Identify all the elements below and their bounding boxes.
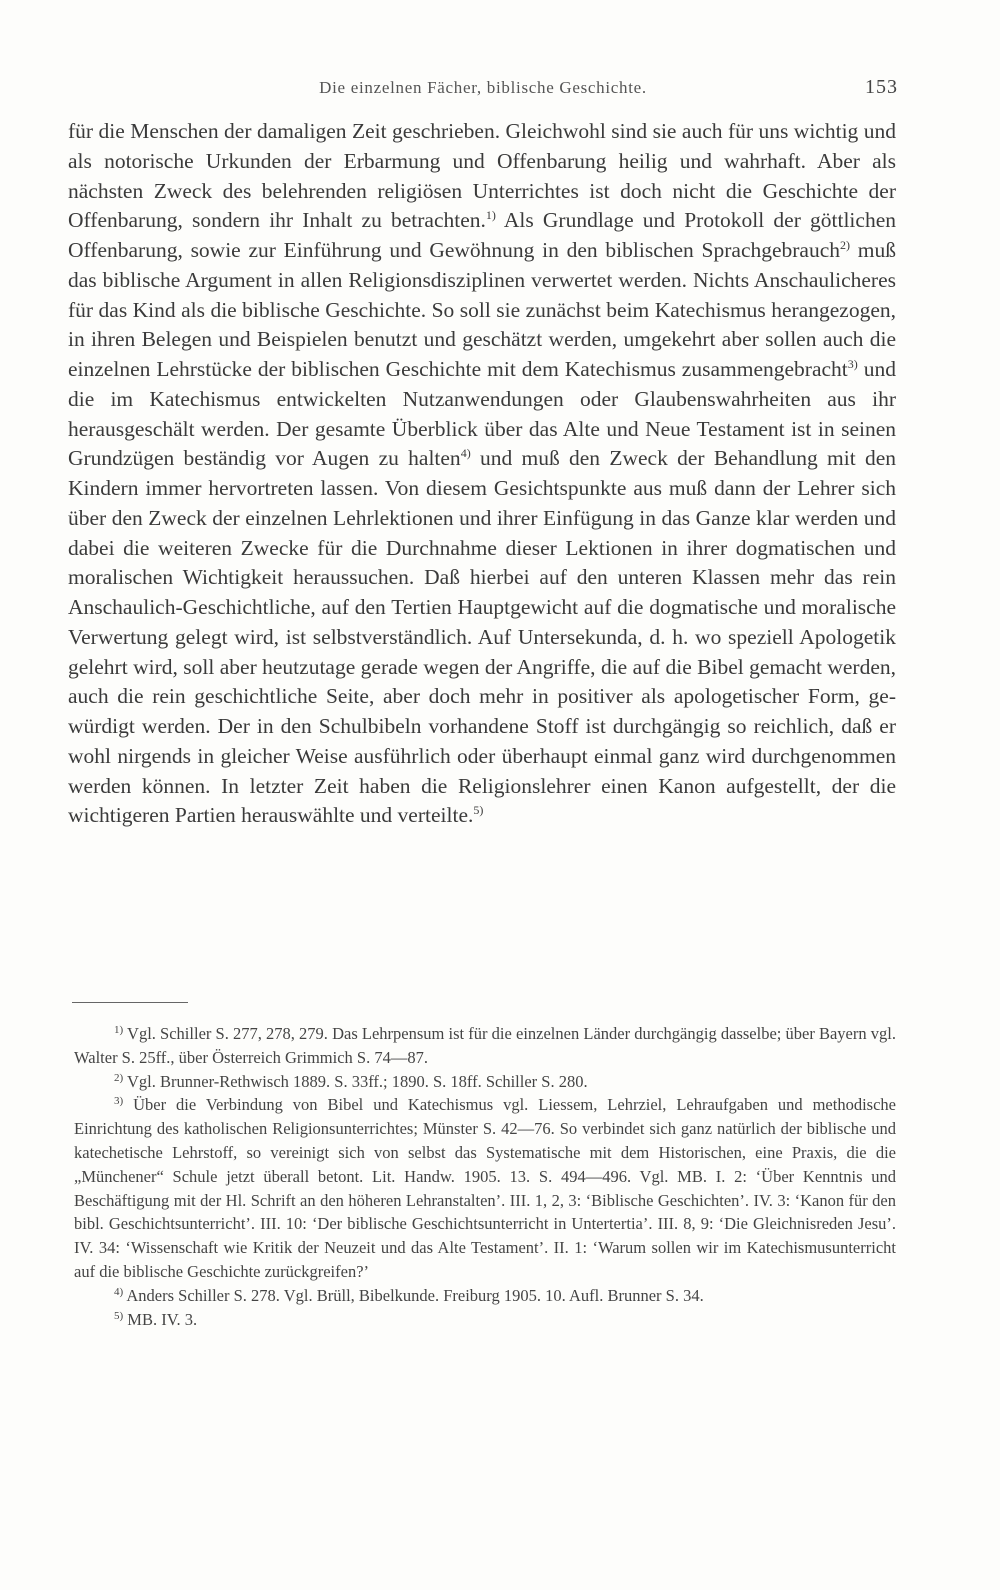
- footnote-mark: 5): [114, 1309, 124, 1322]
- text-segment: und die im Katechismus entwickelten Nutzanwendungen oder Glaubenswahrheiten aus ihr herausgeschält werden. Der gesamte Überblick über das Alte und Neue Testament ist in seinen Grundzügen beständig vor Augen zu halten: [68, 357, 896, 471]
- footnote-text: Über die Verbindung von Bibel und Katechismus vgl. Liessem, Lehrziel, Lehraufgaben und methodische Einrichtung des katholischen Religionsunterrichtes; Münster S. 42—76. So verbindet sich ganz natürlich der biblische und katechetische Lehrstoff, so vereinigt sich von selbst das Systematische mit dem Historischen, eine Praxis, die die „Münchener“ Schule jetzt überall betont. Lit. Handw. 1905. 13. S. 494—496. Vgl. MB. I. 2: ‘Über Kenntnis und Beschäftigung mit der Hl. Schrift an den höheren Lehranstalten’. III. 1, 2, 3: ‘Biblische Geschichten’. IV. 3: ‘Kanon für den bibl. Geschichtsunterricht’. III. 10: ‘Der biblische Geschichtsunterricht in Untertertia’. III. 8, 9: ‘Die Gleichnisreden Jesu’. IV. 34: ‘Wissenschaft wie Kritik der Neuzeit und das Alte Testament’. II. 1: ‘Warum sollen wir im Katechismusunterricht auf die biblische Geschichte zurückgreifen?’: [74, 1095, 896, 1281]
- text-segment: muß das biblische Argument in allen Religionsdisziplinen verwertet werden. Nichts Anschaulicheres für das Kind als die biblische Geschichte. So soll sie zunächst beim Katechismus herangezogen, in ihren Belegen und Beispielen benutzt und geschätzt werden, umgekehrt aber sollen auch die einzelnen Lehrstücke der biblischen Geschichte mit dem Katechismus zusammengebracht: [68, 238, 896, 381]
- footnote-ref: 3): [847, 357, 858, 371]
- main-text: [68, 117, 896, 831]
- footnote-ref: 5): [473, 803, 484, 818]
- footnote-ref: 2): [840, 238, 851, 252]
- footnote-text: Vgl. Brunner-Rethwisch 1889. S. 33ff.; 1890. S. 18ff. Schiller S. 280.: [123, 1071, 588, 1091]
- page-number: 153: [865, 76, 898, 98]
- footnote: [74, 1093, 896, 1283]
- footnote-ref: 1): [485, 208, 496, 223]
- footnote: [74, 1284, 896, 1308]
- body-paragraph: [68, 117, 896, 831]
- text-segment: für die Menschen der damaligen Zeit geschrieben. Gleichwohl sind sie auch für uns wichtig und als notorische Urkunden der Erbarmung und Offenbarung heilig und wahrhaft. Aber als nächsten Zweck des belehrenden religiösen Unterrichtes ist doch nicht die Geschichte der Offenbarung, sondern ihr Inhalt zu betrachten.: [68, 119, 896, 233]
- footnote-mark: 4): [114, 1285, 124, 1298]
- running-title: Die einzelnen Fächer, biblische Geschichte.: [319, 78, 647, 97]
- footnote-mark: 3): [114, 1095, 124, 1108]
- footnote-separator: [72, 1002, 188, 1003]
- footnote-mark: 2): [114, 1071, 124, 1084]
- text-segment: Als Grundlage und Protokoll der göttlichen Offenbarung, sowie zur Einführung und Gewöhnung in den biblischen Sprachgebrauch: [68, 208, 896, 262]
- footnote-text: MB. IV. 3.: [123, 1309, 198, 1329]
- footnote-text: Vgl. Schiller S. 277, 278, 279. Das Lehrpensum ist für die einzelnen Länder durchgängig dasselbe; über Bayern vgl. Walter S. 25ff., über Österreich Grimmich S. 74—87.: [74, 1024, 896, 1067]
- footnote-mark: 1): [114, 1024, 124, 1036]
- footnotes: [74, 1022, 896, 1331]
- footnote-ref: 4): [460, 446, 471, 461]
- running-header: [68, 76, 898, 102]
- text-segment: und muß den Zweck der Behandlung mit den Kindern immer hervortreten lassen. Von diesem Gesichtspunkte aus muß dann der Lehrer sich über den Zweck der einzelnen Lehrlektionen und ihrer Einfügung in das Ganze klar werden und dabei die weiteren Zwecke für die Durchnahme dieser Lektionen in ihrer dogmatischen und moralischen Wichtigkeit heraussuchen. Daß hierbei auf den unteren Klassen mehr das rein Anschaulich-Geschichtliche, auf den Tertien Hauptgewicht auf die dogmatische und moralische Verwertung gelegt wird, ist selbstverständlich. Auf Untersekunda, d. h. wo speziell Apologetik gelehrt wird, soll aber heutzutage gerade wegen der Angriffe, die auf die Bibel gemacht werden, auch die rein geschichtliche Seite, aber doch mehr in positiver als apologetischer Form, gewürdigt werden. Der in den Schulbibeln vorhandene Stoff ist durchgängig so reichlich, daß er wohl nirgends in gleicher Weise ausführlich oder überhaupt einmal ganz wird durchgenommen werden können. In letzter Zeit haben die Religionslehrer einen Kanon aufgestellt, der die wichtigeren Partien herauswählte und verteilte.: [68, 446, 896, 828]
- footnote: [74, 1308, 896, 1332]
- footnote: [74, 1022, 896, 1070]
- footnote: [74, 1070, 896, 1094]
- footnote-text: Anders Schiller S. 278. Vgl. Brüll, Bibelkunde. Freiburg 1905. 10. Aufl. Brunner S. 34.: [123, 1285, 704, 1305]
